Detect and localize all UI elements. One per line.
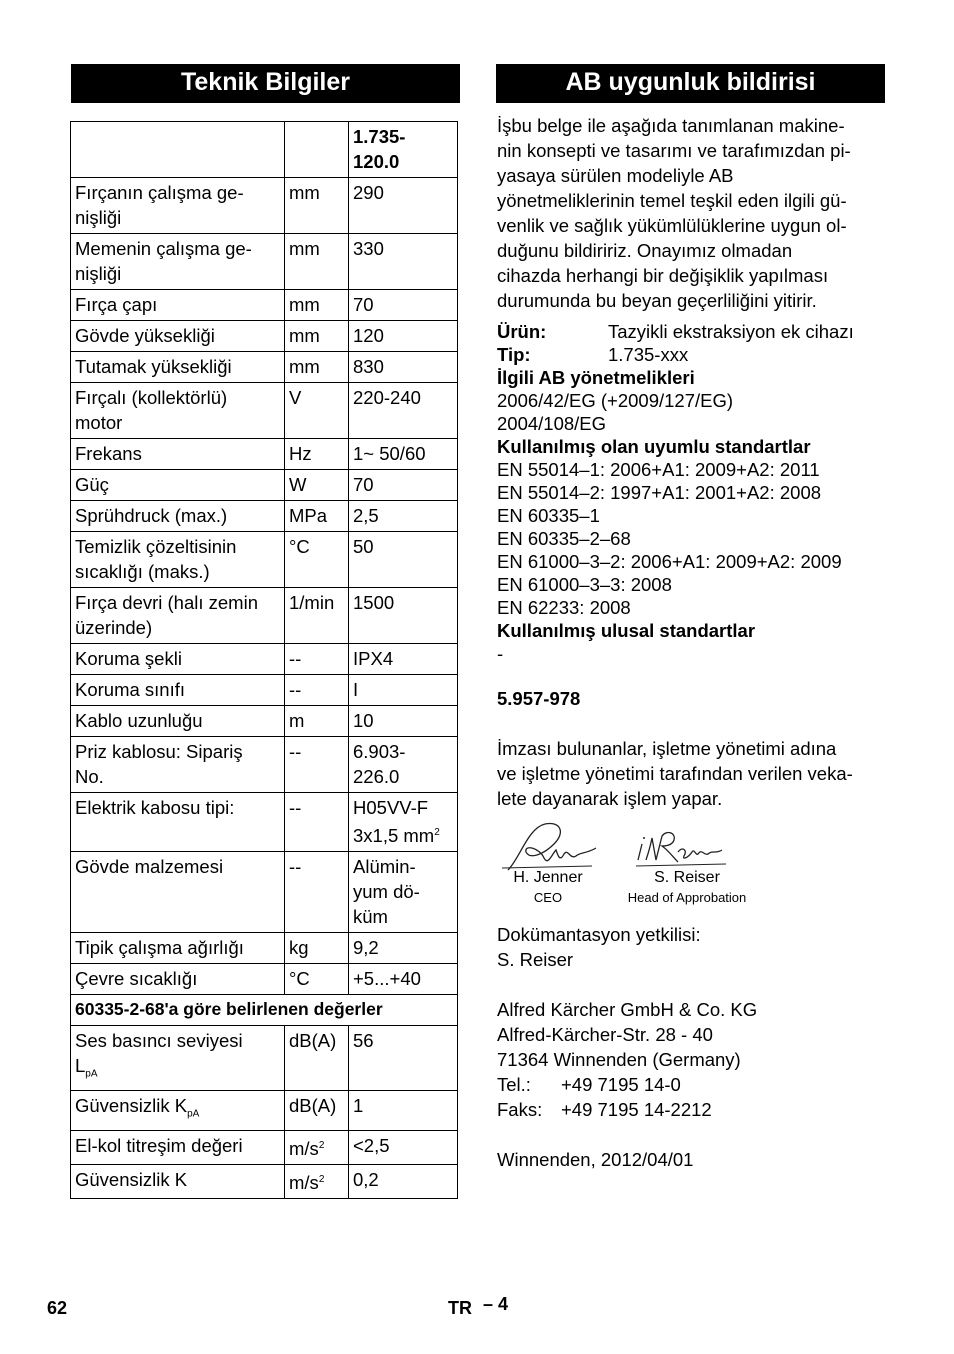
- declaration-details: [497, 320, 889, 665]
- spec-value: 9,2: [353, 937, 379, 959]
- footer-separator: –: [483, 1294, 494, 1314]
- spec-value-cell: [349, 1026, 458, 1091]
- section-title-ec-declaration: AB uygunluk bildirisi: [496, 64, 885, 103]
- table-row: [71, 1026, 458, 1091]
- type-value: 1.735-xxx: [608, 344, 689, 365]
- section-title-technical-data: Teknik Bilgiler: [71, 64, 460, 103]
- spec-unit: W: [289, 474, 307, 495]
- table-cell: [71, 122, 285, 178]
- signatory-1-role: CEO: [533, 890, 563, 905]
- spec-unit-cell: [285, 964, 349, 995]
- spec-name-cell: [71, 321, 285, 352]
- spec-name: Fırça devri (halı zemin üzerinde): [75, 592, 258, 638]
- spec-value-cell: [349, 852, 458, 933]
- spec-unit: dB(A): [289, 1030, 337, 1052]
- spec-value: <2,5: [353, 1134, 390, 1156]
- signature-reiser: [632, 826, 732, 870]
- spec-value: 70: [353, 294, 374, 315]
- spec-unit: mm: [289, 294, 320, 315]
- spec-unit-cell: [285, 234, 349, 290]
- section-heading: 60335-2-68'a göre belirlenen değerler: [71, 995, 458, 1026]
- spec-name-cell: [71, 383, 285, 439]
- spec-value: 220-240: [353, 387, 421, 408]
- table-row: [71, 933, 458, 964]
- table-row: [71, 675, 458, 706]
- spec-name: Güç: [75, 474, 109, 495]
- spec-unit-cell: [285, 933, 349, 964]
- document-number: 5.957-978: [497, 688, 581, 709]
- spec-name: Fırçanın çalışma ge- nişliği: [75, 182, 244, 228]
- table-row: [71, 964, 458, 995]
- spec-value-cell: [349, 1164, 458, 1198]
- spec-unit: --: [289, 797, 302, 818]
- table-row: [71, 1130, 458, 1164]
- signature-jenner: [500, 818, 600, 872]
- standards-list: EN 55014–1: 2006+A1: 2009+A2: 2011 EN 55014–2: 1997+A1: 2001+A2: 2008 EN 60335–1 EN 60335–2–68 EN 61000–3–2: 2006+A1: 2009+A2: 2009 EN 61000–3–3: 2008 EN 62233: 2008: [497, 459, 842, 618]
- table-row: [71, 321, 458, 352]
- product-label: Ürün:: [497, 321, 547, 342]
- spec-value: 50: [353, 536, 374, 557]
- type-row: [497, 343, 889, 366]
- fax-row: [497, 1097, 889, 1122]
- spec-unit: kg: [289, 937, 309, 959]
- spec-value: 0,2: [353, 1168, 379, 1190]
- page-number: 62: [47, 1298, 68, 1318]
- table-row: [71, 737, 458, 793]
- spec-unit: --: [289, 679, 302, 700]
- documentation-officer: Dokümantasyon yetkilisi: S. Reiser: [497, 924, 701, 970]
- spec-value-cell: [349, 501, 458, 532]
- table-row: [71, 588, 458, 644]
- spec-value-cell: [349, 706, 458, 737]
- table-row: [71, 178, 458, 234]
- spec-unit-cell: [285, 501, 349, 532]
- spec-name-cell: [71, 234, 285, 290]
- spec-value: 1: [353, 1094, 364, 1116]
- table-row: [71, 1090, 458, 1130]
- language-code: TR: [448, 1298, 472, 1318]
- spec-value-cell: [349, 383, 458, 439]
- footer-language: [448, 1294, 509, 1319]
- spec-value: 290: [353, 182, 384, 203]
- spec-unit: dB(A): [289, 1094, 337, 1116]
- spec-value-cell: [349, 793, 458, 852]
- spec-value: 6.903- 226.0: [353, 741, 406, 787]
- spec-value: 830: [353, 356, 384, 377]
- spec-value: IPX4: [353, 648, 394, 669]
- spec-name-cell: [71, 852, 285, 933]
- spec-name-cell: [71, 1090, 285, 1130]
- signatory-2-role: Head of Approbation: [627, 890, 747, 905]
- table-row: [71, 501, 458, 532]
- spec-value: 120: [353, 325, 384, 346]
- table-row: [71, 439, 458, 470]
- spec-unit: m/s: [289, 1137, 319, 1159]
- spec-value: Alümin- yum dö- küm: [353, 856, 420, 928]
- spec-unit-cell: [285, 1164, 349, 1198]
- spec-name: Tipik çalışma ağırlığı: [75, 937, 244, 959]
- spec-name-cell: [71, 501, 285, 532]
- phone-row: [497, 1072, 889, 1097]
- fax-number: +49 7195 14-2212: [561, 1099, 712, 1120]
- directives-list: 2006/42/EG (+2009/127/EG) 2004/108/EG: [497, 390, 734, 434]
- signatory-1-name: H. Jenner: [513, 869, 583, 886]
- spec-value-cell: [349, 234, 458, 290]
- company-address: [497, 997, 889, 1122]
- table-row: [71, 290, 458, 321]
- spec-name-cell: [71, 352, 285, 383]
- table-cell: [285, 122, 349, 178]
- spec-unit: MPa: [289, 505, 328, 526]
- spec-value-cell: [349, 1090, 458, 1130]
- spec-value-cell: [349, 644, 458, 675]
- declaration-intro: İşbu belge ile aşağıda tanımlanan makine- nin konsepti ve tasarımı ve tarafımızdan pi- yasaya sürülen modeliyle AB yönetmeliklerinin temel teşkil eden ilgili gü- venlik ve sağlık yükümlülüklerine uygun ol- duğunu bildiririz. Onayımız olmadan cihazda herhangi bir değişiklik yapılması durumunda bu beyan geçerliliğini yitirir.: [497, 115, 851, 311]
- spec-unit: °C: [289, 968, 310, 990]
- spec-unit: mm: [289, 182, 320, 203]
- spec-name: Memenin çalışma ge- nişliği: [75, 238, 252, 284]
- spec-name-cell: [71, 644, 285, 675]
- table-row: [71, 470, 458, 501]
- spec-name-subscript: pA: [187, 1108, 200, 1120]
- table-row: [71, 532, 458, 588]
- spec-name: Tutamak yüksekliği: [75, 356, 232, 377]
- spec-unit-cell: [285, 439, 349, 470]
- spec-unit: Hz: [289, 443, 312, 464]
- spec-unit-cell: [285, 178, 349, 234]
- spec-value-cell: [349, 178, 458, 234]
- spec-value-cell: [349, 933, 458, 964]
- directives-heading: İlgili AB yönetmelikleri: [497, 367, 695, 388]
- spec-unit: mm: [289, 238, 320, 259]
- spec-name-cell: [71, 1026, 285, 1091]
- spec-value: 1~ 50/60: [353, 443, 426, 464]
- spec-name-cell: [71, 1164, 285, 1198]
- spec-name-cell: [71, 178, 285, 234]
- spec-unit-cell: [285, 793, 349, 852]
- spec-unit: m/s: [289, 1171, 319, 1193]
- table-row: [71, 234, 458, 290]
- spec-name: Priz kablosu: Sipariş No.: [75, 741, 243, 787]
- place-date: Winnenden, 2012/04/01: [497, 1149, 694, 1170]
- spec-name-cell: [71, 532, 285, 588]
- product-value: Tazyikli ekstraksiyon ek cihazı: [608, 321, 854, 342]
- signing-statement: İmzası bulunanlar, işletme yönetimi adına ve işletme yönetimi tarafından verilen veka- lete dayanarak işlem yapar.: [497, 738, 853, 809]
- spec-value-cell: [349, 1130, 458, 1164]
- spec-name: Gövde yüksekliği: [75, 325, 215, 346]
- spec-value-cell: [349, 352, 458, 383]
- spec-value: 10: [353, 710, 374, 731]
- spec-unit-cell: [285, 1130, 349, 1164]
- spec-value-cell: [349, 737, 458, 793]
- model-number: 1.735- 120.0: [349, 122, 458, 178]
- technical-data-table: [70, 121, 458, 1199]
- spec-name: Çevre sıcaklığı: [75, 968, 198, 990]
- spec-value: +5...+40: [353, 968, 421, 990]
- spec-unit-cell: [285, 290, 349, 321]
- spec-unit-superscript: 2: [318, 1139, 325, 1151]
- spec-name-cell: [71, 675, 285, 706]
- spec-name-cell: [71, 933, 285, 964]
- spec-value-cell: [349, 439, 458, 470]
- spec-unit-superscript: 2: [318, 1173, 325, 1185]
- spec-unit-cell: [285, 675, 349, 706]
- spec-name: El-kol titreşim değeri: [75, 1134, 243, 1156]
- spec-value-cell: [349, 290, 458, 321]
- spec-name: Koruma şekli: [75, 648, 182, 669]
- spec-value-cell: [349, 321, 458, 352]
- spec-value: H05VV-F 3x1,5 mm: [353, 797, 435, 847]
- spec-value: I: [353, 679, 359, 700]
- spec-unit-cell: [285, 706, 349, 737]
- spec-name: Elektrik kabosu tipi:: [75, 797, 235, 818]
- spec-unit-cell: [285, 644, 349, 675]
- spec-unit: --: [289, 741, 302, 762]
- spec-name: Ses basıncı seviyesi L: [75, 1030, 243, 1077]
- spec-name: Güvensizlik K: [75, 1168, 188, 1190]
- table-row: [71, 383, 458, 439]
- spec-unit-cell: [285, 383, 349, 439]
- table-row: [71, 1164, 458, 1198]
- spec-unit-cell: [285, 532, 349, 588]
- spec-name: Temizlik çözeltisinin sıcaklığı (maks.): [75, 536, 237, 582]
- product-row: [497, 320, 889, 343]
- spec-value: 70: [353, 474, 374, 495]
- spec-name-cell: [71, 737, 285, 793]
- spec-value: 56: [353, 1030, 374, 1052]
- signatory-2-name: S. Reiser: [654, 869, 720, 886]
- spec-name-cell: [71, 290, 285, 321]
- spec-unit-cell: [285, 321, 349, 352]
- spec-name-cell: [71, 588, 285, 644]
- spec-name: Güvensizlik K: [75, 1094, 188, 1116]
- spec-value: 2,5: [353, 505, 379, 526]
- spec-unit: mm: [289, 325, 320, 346]
- table-row: [71, 644, 458, 675]
- spec-name-cell: [71, 470, 285, 501]
- spec-name-subscript: pA: [85, 1068, 98, 1080]
- spec-value-cell: [349, 470, 458, 501]
- spec-value: 330: [353, 238, 384, 259]
- company-lines: Alfred Kärcher GmbH & Co. KG Alfred-Kärcher-Str. 28 - 40 71364 Winnenden (Germany): [497, 999, 758, 1070]
- spec-unit: 1/min: [289, 592, 335, 613]
- spec-value-superscript: 2: [434, 827, 440, 838]
- table-row: [71, 706, 458, 737]
- national-standards-value: -: [497, 643, 504, 664]
- spec-unit-cell: [285, 852, 349, 933]
- type-label: Tip:: [497, 344, 531, 365]
- footer-subpage: 4: [498, 1294, 509, 1314]
- spec-unit-cell: [285, 352, 349, 383]
- spec-name: Gövde malzemesi: [75, 856, 224, 878]
- fax-label: Faks:: [497, 1099, 543, 1120]
- spec-unit-cell: [285, 1026, 349, 1091]
- spec-unit: --: [289, 648, 302, 669]
- spec-name: Koruma sınıfı: [75, 679, 186, 700]
- spec-name: Fırçalı (kollektörlü) motor: [75, 387, 228, 433]
- spec-unit-cell: [285, 470, 349, 501]
- spec-name-cell: [71, 964, 285, 995]
- spec-unit-cell: [285, 1090, 349, 1130]
- standards-heading: Kullanılmış olan uyumlu standartlar: [497, 436, 811, 457]
- spec-name: Sprühdruck (max.): [75, 505, 228, 526]
- spec-name: Kablo uzunluğu: [75, 710, 203, 731]
- table-row: [71, 352, 458, 383]
- spec-name-cell: [71, 1130, 285, 1164]
- spec-name: Frekans: [75, 443, 142, 464]
- spec-name: Fırça çapı: [75, 294, 158, 315]
- spec-name-cell: [71, 439, 285, 470]
- table-header-row: [71, 122, 458, 178]
- spec-unit: °C: [289, 536, 310, 557]
- spec-value-cell: [349, 964, 458, 995]
- national-standards-heading: Kullanılmış ulusal standartlar: [497, 620, 756, 641]
- spec-value: 1500: [353, 592, 395, 613]
- spec-value-cell: [349, 588, 458, 644]
- spec-name-cell: [71, 793, 285, 852]
- table-row: [71, 852, 458, 933]
- spec-value-cell: [349, 675, 458, 706]
- spec-unit: --: [289, 856, 302, 878]
- spec-unit-cell: [285, 737, 349, 793]
- spec-unit: mm: [289, 356, 320, 377]
- phone-number: +49 7195 14-0: [561, 1074, 681, 1095]
- spec-unit: V: [289, 387, 302, 408]
- spec-unit-cell: [285, 588, 349, 644]
- spec-unit: m: [289, 710, 305, 731]
- table-row: [71, 793, 458, 852]
- phone-label: Tel.:: [497, 1074, 531, 1095]
- section-row: [71, 995, 458, 1026]
- spec-name-cell: [71, 706, 285, 737]
- spec-value-cell: [349, 532, 458, 588]
